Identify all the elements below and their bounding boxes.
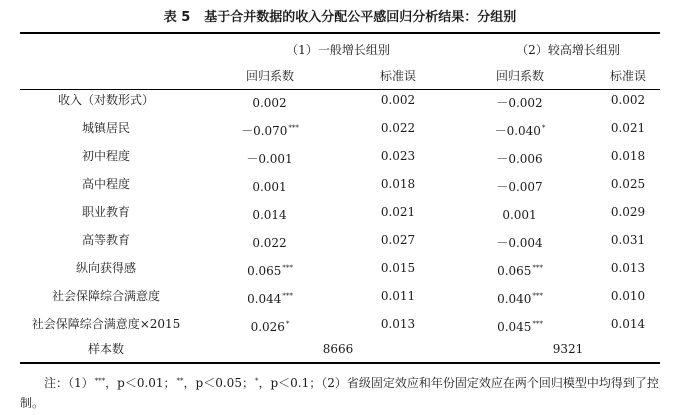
se-general-text: 0.002 bbox=[380, 93, 416, 107]
se-general bbox=[381, 92, 415, 108]
coef-high-text: 0.040 bbox=[497, 292, 532, 306]
significance-marker: *** bbox=[532, 264, 543, 272]
sample-size-high: 9321 bbox=[552, 342, 584, 356]
coef-general-text: 0.065 bbox=[247, 264, 282, 278]
se-high-text: 0.018 bbox=[610, 149, 646, 163]
top-rule bbox=[20, 32, 660, 34]
row-label-text: 职业教育 bbox=[81, 205, 131, 219]
se-high-text: 0.021 bbox=[610, 121, 646, 135]
note-text-1: ，p＜0.01； bbox=[105, 376, 176, 390]
row-label bbox=[82, 148, 130, 164]
coef-general bbox=[252, 92, 287, 111]
col-header-se-1: 标准误 bbox=[379, 69, 417, 83]
row-label-text: 城镇居民 bbox=[81, 121, 131, 135]
se-general bbox=[381, 176, 415, 192]
coef-general-text: 0.044 bbox=[247, 292, 282, 306]
row-label-text: 高中程度 bbox=[81, 177, 131, 191]
bottom-rule bbox=[20, 362, 660, 364]
significance-marker: *** bbox=[282, 264, 293, 272]
coef-general bbox=[252, 176, 287, 195]
coef-high bbox=[495, 120, 546, 139]
coef-general-text: －0.001 bbox=[246, 152, 293, 166]
coef-general bbox=[251, 316, 290, 335]
table-number: 表 5 bbox=[163, 10, 191, 25]
significance-marker: *** bbox=[288, 124, 299, 132]
se-high-text: 0.002 bbox=[610, 93, 646, 107]
coef-high-text: －0.004 bbox=[496, 236, 543, 250]
group-header-high: （2）较高增长组别 bbox=[516, 43, 620, 57]
row-label-text: 高等教育 bbox=[81, 233, 131, 247]
sample-size-general: 8666 bbox=[322, 342, 354, 356]
row-label-text: 收入（对数形式） bbox=[57, 93, 155, 107]
se-high-text: 0.025 bbox=[610, 177, 646, 191]
se-high bbox=[611, 260, 645, 276]
coef-high bbox=[502, 204, 537, 223]
coef-general-text: 0.001 bbox=[252, 180, 287, 194]
se-general bbox=[381, 316, 415, 332]
se-general-text: 0.018 bbox=[380, 177, 416, 191]
row-label-text: 初中程度 bbox=[81, 149, 131, 163]
note-sig-1: *** bbox=[94, 377, 106, 385]
se-general-text: 0.011 bbox=[380, 289, 416, 303]
se-general-text: 0.021 bbox=[380, 205, 416, 219]
coef-high-text: 0.045 bbox=[497, 320, 532, 334]
row-label bbox=[32, 316, 181, 332]
se-general bbox=[381, 260, 415, 276]
se-general-text: 0.015 bbox=[380, 261, 416, 275]
col-header-se-2: 标准误 bbox=[609, 69, 647, 83]
row-label bbox=[52, 288, 160, 304]
table-title-text: 基于合并数据的收入分配公平感回归分析结果：分组别 bbox=[204, 10, 517, 25]
row-label bbox=[58, 92, 154, 108]
col-header-coef-1: 回归系数 bbox=[245, 69, 295, 83]
row-label bbox=[76, 260, 136, 276]
se-high-text: 0.014 bbox=[610, 317, 646, 331]
se-general-text: 0.022 bbox=[380, 121, 416, 135]
row-label-text: 纵向获得感 bbox=[75, 261, 137, 275]
coef-high-text: 0.065 bbox=[497, 264, 532, 278]
col-header-coef-2: 回归系数 bbox=[495, 69, 545, 83]
row-label-text: 社会保障综合满意度 bbox=[51, 289, 161, 303]
se-high-text: 0.013 bbox=[610, 261, 646, 275]
se-general-text: 0.013 bbox=[380, 317, 416, 331]
se-general bbox=[381, 232, 415, 248]
coef-general-text: 0.022 bbox=[252, 236, 287, 250]
coef-high bbox=[497, 288, 543, 307]
coef-general bbox=[247, 260, 293, 279]
se-high bbox=[611, 176, 645, 192]
significance-marker: * bbox=[541, 124, 546, 132]
se-high bbox=[611, 92, 645, 108]
note-prefix: 注：（1） bbox=[44, 376, 94, 390]
coef-high bbox=[496, 148, 543, 167]
coef-high bbox=[496, 176, 543, 195]
coef-high-text: －0.040 bbox=[494, 124, 541, 138]
se-general-text: 0.023 bbox=[380, 149, 416, 163]
row-label bbox=[82, 232, 130, 248]
se-general bbox=[381, 148, 415, 164]
coef-general bbox=[241, 120, 299, 139]
row-label-text: 社会保障综合满意度×2015 bbox=[31, 317, 181, 331]
significance-marker: * bbox=[285, 320, 290, 328]
table-title bbox=[0, 6, 680, 25]
significance-marker: *** bbox=[532, 320, 543, 328]
table-note bbox=[20, 371, 660, 413]
se-general bbox=[381, 120, 415, 136]
se-high bbox=[611, 120, 645, 136]
coef-high bbox=[497, 316, 543, 335]
coef-high-text: －0.006 bbox=[496, 152, 543, 166]
se-high bbox=[611, 148, 645, 164]
coef-high-text: －0.002 bbox=[496, 96, 543, 110]
se-high bbox=[611, 316, 645, 332]
row-label bbox=[82, 120, 130, 136]
row-label bbox=[82, 204, 130, 220]
coef-high bbox=[496, 232, 543, 251]
se-high-text: 0.031 bbox=[610, 233, 646, 247]
coef-high bbox=[497, 260, 543, 279]
coef-general bbox=[246, 148, 293, 167]
coef-high-text: －0.007 bbox=[496, 180, 543, 194]
note-sig-3: * bbox=[254, 377, 259, 385]
se-high-text: 0.010 bbox=[610, 289, 646, 303]
coef-general bbox=[247, 288, 293, 307]
se-high bbox=[611, 204, 645, 220]
coef-high bbox=[496, 92, 543, 111]
se-high bbox=[611, 232, 645, 248]
coef-high-text: 0.001 bbox=[502, 208, 537, 222]
note-text-2: ，p＜0.05； bbox=[183, 376, 254, 390]
se-high bbox=[611, 288, 645, 304]
note-text-3: ，p＜0.1；（2）省级固定效应和年份固定效应在两个回归模型中均得到了控制。 bbox=[20, 376, 659, 410]
header-rule bbox=[20, 89, 660, 90]
sample-size-label: 样本数 bbox=[87, 342, 125, 356]
coef-general-text: －0.070 bbox=[241, 124, 288, 138]
coef-general-text: 0.026 bbox=[250, 320, 285, 334]
se-general bbox=[381, 204, 415, 220]
coef-general bbox=[252, 232, 287, 251]
group-header-general: （1）一般增长组别 bbox=[286, 43, 390, 57]
se-high-text: 0.029 bbox=[610, 205, 646, 219]
note-sig-2: ** bbox=[176, 377, 184, 385]
coef-general-text: 0.014 bbox=[252, 208, 287, 222]
se-general bbox=[381, 288, 415, 304]
row-label bbox=[82, 176, 130, 192]
significance-marker: *** bbox=[282, 292, 293, 300]
coef-general bbox=[252, 204, 287, 223]
coef-general-text: 0.002 bbox=[252, 96, 287, 110]
significance-marker: *** bbox=[532, 292, 543, 300]
se-general-text: 0.027 bbox=[380, 233, 416, 247]
